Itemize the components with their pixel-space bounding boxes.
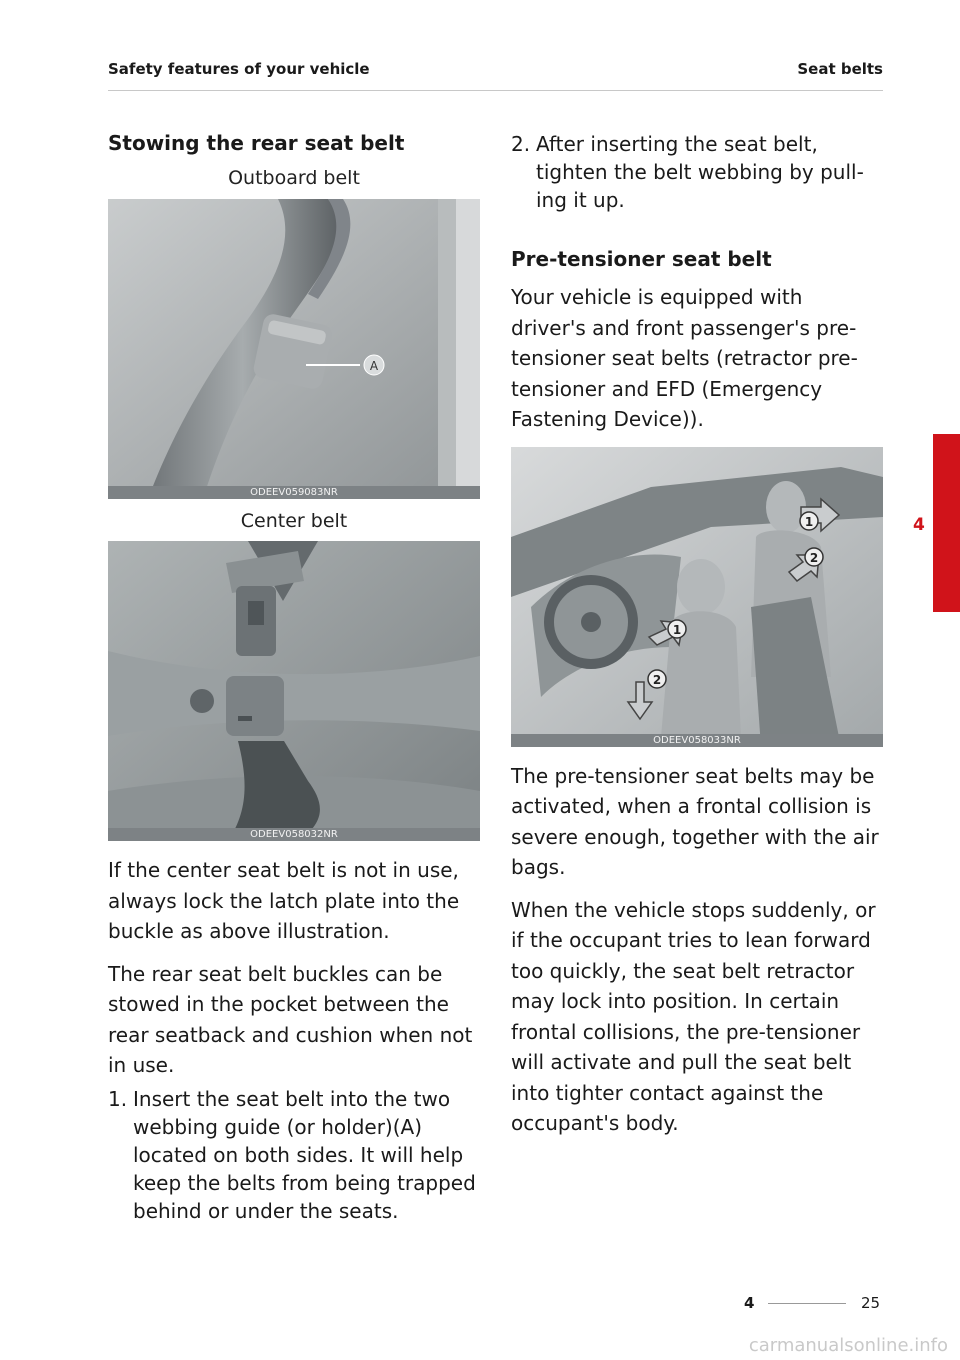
steps-list-left	[108, 1085, 480, 1225]
section-heading-stowing: Stowing the rear seat belt	[108, 131, 405, 155]
center-belt-illustration	[108, 541, 480, 841]
pretensioner-illustration	[511, 447, 883, 747]
steps-list-right	[511, 130, 883, 214]
label-1-lower: 1	[672, 622, 682, 637]
left-column	[108, 130, 480, 1237]
footer-chapter-number: 4	[744, 1294, 755, 1312]
list-item-number: 2.	[511, 132, 531, 156]
figure-outboard-belt	[108, 199, 480, 499]
label-2-upper: 2	[809, 550, 819, 565]
list-item	[108, 1085, 480, 1225]
page-header-topic: Seat belts	[797, 60, 883, 78]
page-header-section: Safety features of your vehicle	[108, 60, 370, 78]
footer-rule	[768, 1303, 846, 1304]
section-heading-pretensioner: Pre-tensioner seat belt	[511, 247, 772, 271]
paragraph-activated: The pre-tensioner seat belts may be activated, when a frontal collision is severe enough, together with the air bags.	[511, 763, 879, 879]
figure-code-pretensioner: ODEEV058033NR	[511, 734, 883, 747]
figure-center-belt	[108, 541, 480, 841]
paragraph-retractor-lock: When the vehicle stops suddenly, or if the occupant tries to lean forward too quickly, the seat belt retractor may lock into position. In certain frontal collisions, the pre-tensioner will activate and pull the seat belt into tighter contact against the occupant's body.	[511, 897, 876, 1135]
paragraph-stow-buckles: The rear seat belt buckles can be stowed in the pocket between the rear seatback and cushion when not in use.	[108, 961, 473, 1078]
label-2-lower: 2	[652, 672, 662, 687]
paragraph-equipped: Your vehicle is equipped with driver's and front passenger's pre-tensioner seat belts (retractor pre-tensioner and EFD (Emergency Fastening Device)).	[511, 285, 858, 431]
list-item-text: Insert the seat belt into the two webbing guide (or holder)(A) located on both sides. It will help keep the belts from being trapped behind or under the seats.	[133, 1086, 476, 1223]
header-rule	[108, 90, 883, 91]
figure-code-center: ODEEV058032NR	[108, 828, 480, 841]
label-1-upper: 1	[804, 514, 814, 529]
list-item-text: After inserting the seat belt, tighten the belt webbing by pull-ing it up.	[536, 132, 864, 212]
paragraph-center-belt: If the center seat belt is not in use, always lock the latch plate into the buckle as above illustration.	[108, 858, 460, 944]
list-item-number: 1.	[108, 1086, 128, 1111]
chapter-side-tab	[933, 434, 960, 612]
chapter-side-tab-number: 4	[913, 515, 925, 535]
outboard-belt-illustration	[108, 199, 480, 499]
callout-label-a: A	[369, 358, 379, 373]
footer-page-number: 25	[861, 1294, 881, 1312]
figure-caption-outboard: Outboard belt	[228, 167, 360, 189]
figure-pretensioner	[511, 447, 883, 747]
watermark: carmanualsonline.info	[748, 1335, 948, 1356]
right-column	[511, 130, 883, 1151]
list-item	[511, 130, 883, 214]
figure-code-outboard: ODEEV059083NR	[108, 486, 480, 499]
figure-caption-center: Center belt	[240, 509, 348, 532]
